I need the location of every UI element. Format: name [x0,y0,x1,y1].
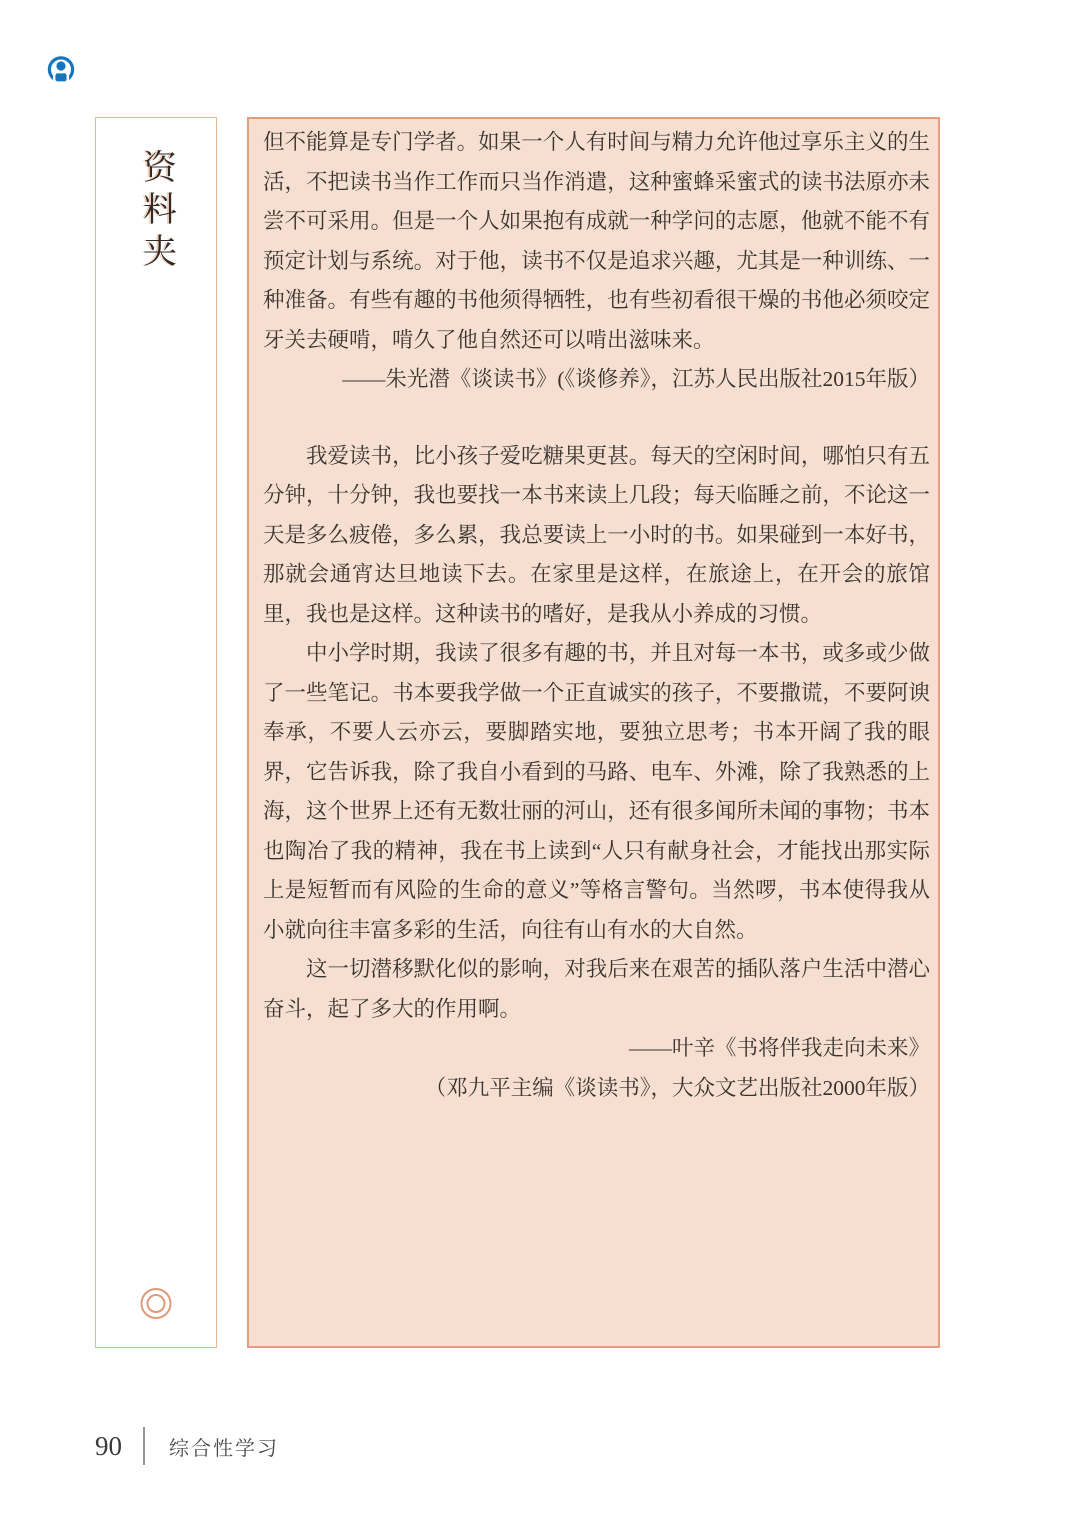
footer-divider [143,1427,145,1465]
excerpt2-paragraph-2: 中小学时期，我读了很多有趣的书，并且对每一本书，或多或少做了一些笔记。书本要我学做一个正直诚实的孩子，不要撒谎，不要阿谀奉承，不要人云亦云，要脚踏实地，要独立思考；书本开阔了我的眼界，它告诉我，除了我自小看到的马路、电车、外滩，除了我熟悉的上海，这个世界上还有无数壮丽的河山，还有很多闻所未闻的事物；书本也陶冶了我的精神，我在书上读到“人只有献身社会，才能找出那实际上是短暂而有风险的生命的意义”等格言警句。当然啰，书本使得我从小就向往丰富多彩的生活，向往有山有水的大自然。 [263,641,930,942]
excerpt1-body: 但不能算是专门学者。如果一个人有时间与精力允许他过享乐主义的生活，不把读书当作工作而只当作消遣，这种蜜蜂采蜜式的读书法原亦未尝不可采用。但是一个人如果抱有成就一种学问的志愿，他就不能不有预定计划与系统。对于他，读书不仅是追求兴趣，尤其是一种训练、一种准备。有些有趣的书他须得牺牲，也有些初看很干燥的书他必须咬定牙关去硬啃，啃久了他自然还可以啃出滋味来。 [263,130,930,352]
page-footer [95,1427,279,1465]
excerpt2-paragraph-3: 这一切潜移默化似的影响，对我后来在艰苦的插队落户生活中潜心奋斗，起了多大的作用啊。 [263,957,930,1021]
user-icon [46,55,76,85]
resource-folder-tab [95,117,217,1348]
sidebar-title-wrap [96,149,216,275]
page-number: 90 [95,1430,122,1461]
footer-section-label: 综合性学习 [169,1437,279,1460]
excerpt1-attribution: ——朱光潜《谈读书》(《谈修养》，江苏人民出版社2015年版） [342,367,930,391]
sidebar-title: 资料夹 [137,149,175,275]
excerpt2-paragraph-1: 我爱读书，比小孩子爱吃糖果更甚。每天的空闲时间，哪怕只有五分钟，十分钟，我也要找一本书来读上几段；每天临睡之前，不论这一天是多么疲倦，多么累，我总要读上一小时的书。如果碰到一本好书，那就会通宵达旦地读下去。在家里是这样，在旅途上，在开会的旅馆里，我也是这样。这种读书的嗜好，是我从小养成的习惯。 [263,443,930,626]
excerpt2-attribution: ——叶辛《书将伴我走向未来》 [628,1036,930,1060]
ring-inner [147,1294,166,1313]
ring-outer [141,1288,172,1319]
excerpt2-source: （邓九平主编《谈读书》，大众文艺出版社2000年版） [424,1075,930,1100]
user-icon-graphic [46,55,76,85]
reading-material-panel [247,117,940,1348]
concentric-circles-icon [141,1288,172,1319]
